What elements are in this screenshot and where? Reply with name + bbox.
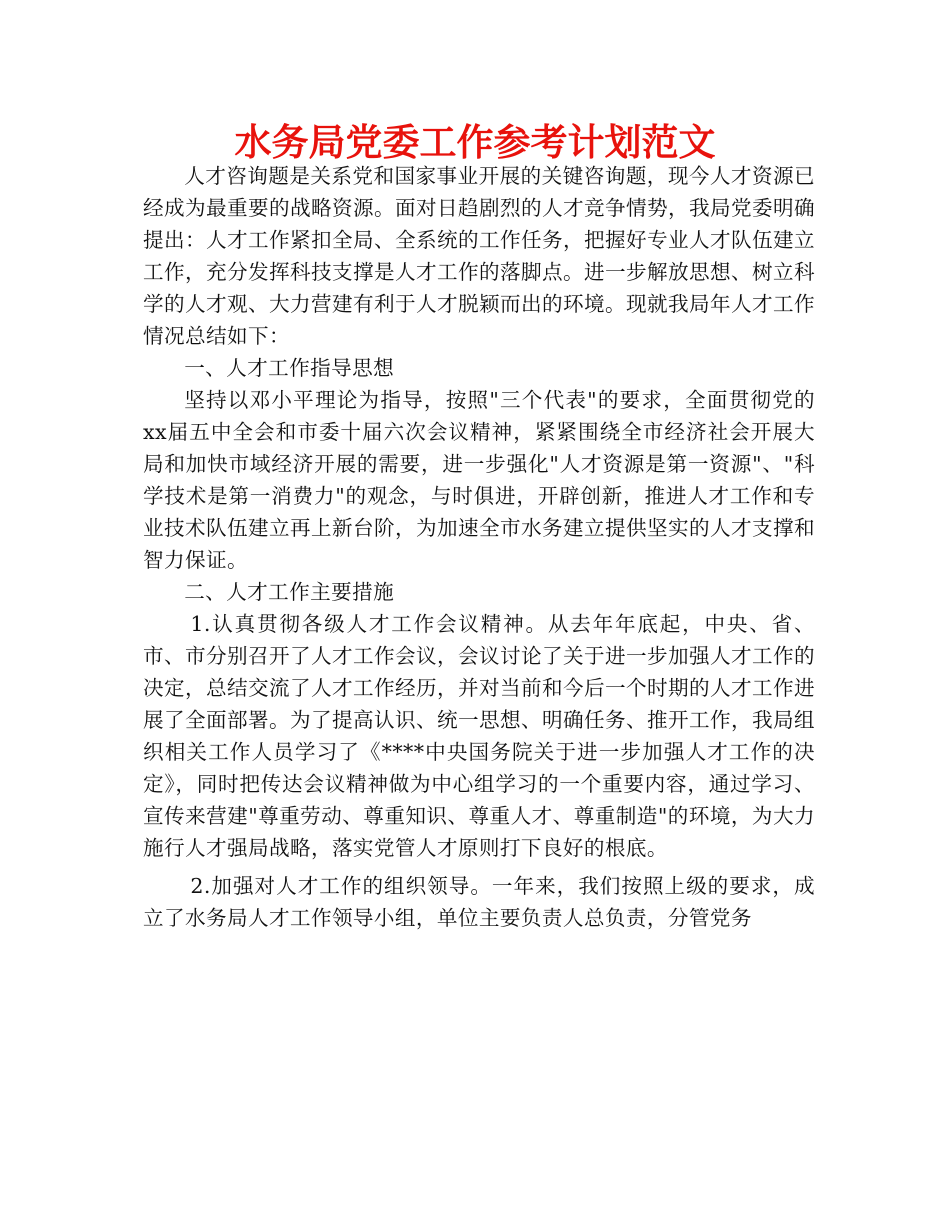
document-body xyxy=(143,160,815,934)
section-heading-main-measures: 二、人才工作主要措施 xyxy=(184,580,395,604)
paragraph-measure-2: 2.加强对人才工作的组织领导。一年来，我们按照上级的要求，成立了水务局人才工作领导小组，单位主要负责人总负责，分管党务 xyxy=(143,874,815,930)
section-heading-guiding-ideology: 一、人才工作指导思想 xyxy=(184,356,395,380)
paragraph-measure-1: 1.认真贯彻各级人才工作会议精神。从去年年底起，中央、省、市、市分别召开了人才工作会议，会议讨论了关于进一步加强人才工作的决定，总结交流了人才工作经历，并对当前和今后一个时期的人才工作进展了全面部署。为了提高认识、统一思想、明确任务、推开工作，我局组织相关工作人员学习了《****中央国务院关于进一步加强人才工作的决定》，同时把传达会议精神做为中心组学习的一个重要内容，通过学习、宣传来营建"尊重劳动、尊重知识、尊重人才、尊重制造"的环境，为大力施行人才强局战略，落实党管人才原则打下良好的根底。 xyxy=(143,612,815,860)
paragraph-intro: 人才咨询题是关系党和国家事业开展的关键咨询题，现今人才资源已经成为最重要的战略资源。面对日趋剧烈的人才竞争情势，我局党委明确提出：人才工作紧扣全局、全系统的工作任务，把握好专业人才队伍建立工作，充分发挥科技支撑是人才工作的落脚点。进一步解放思想、树立科学的人才观、大力营建有利于人才脱颖而出的环境。现就我局年人才工作情况总结如下： xyxy=(143,164,815,348)
paragraph-guiding-ideology: 坚持以邓小平理论为指导，按照"三个代表"的要求，全面贯彻党的xx届五中全会和市委十届六次会议精神，紧紧围绕全市经济社会开展大局和加快市域经济开展的需要，进一步强化"人才资源是第一资源"、"科学技术是第一消费力"的观念，与时俱进，开辟创新，推进人才工作和专业技术队伍建立再上新台阶，为加速全市水务建立提供坚实的人才支撑和智力保证。 xyxy=(143,388,815,572)
document-title: 水务局党委工作参考计划范文 xyxy=(234,121,716,164)
